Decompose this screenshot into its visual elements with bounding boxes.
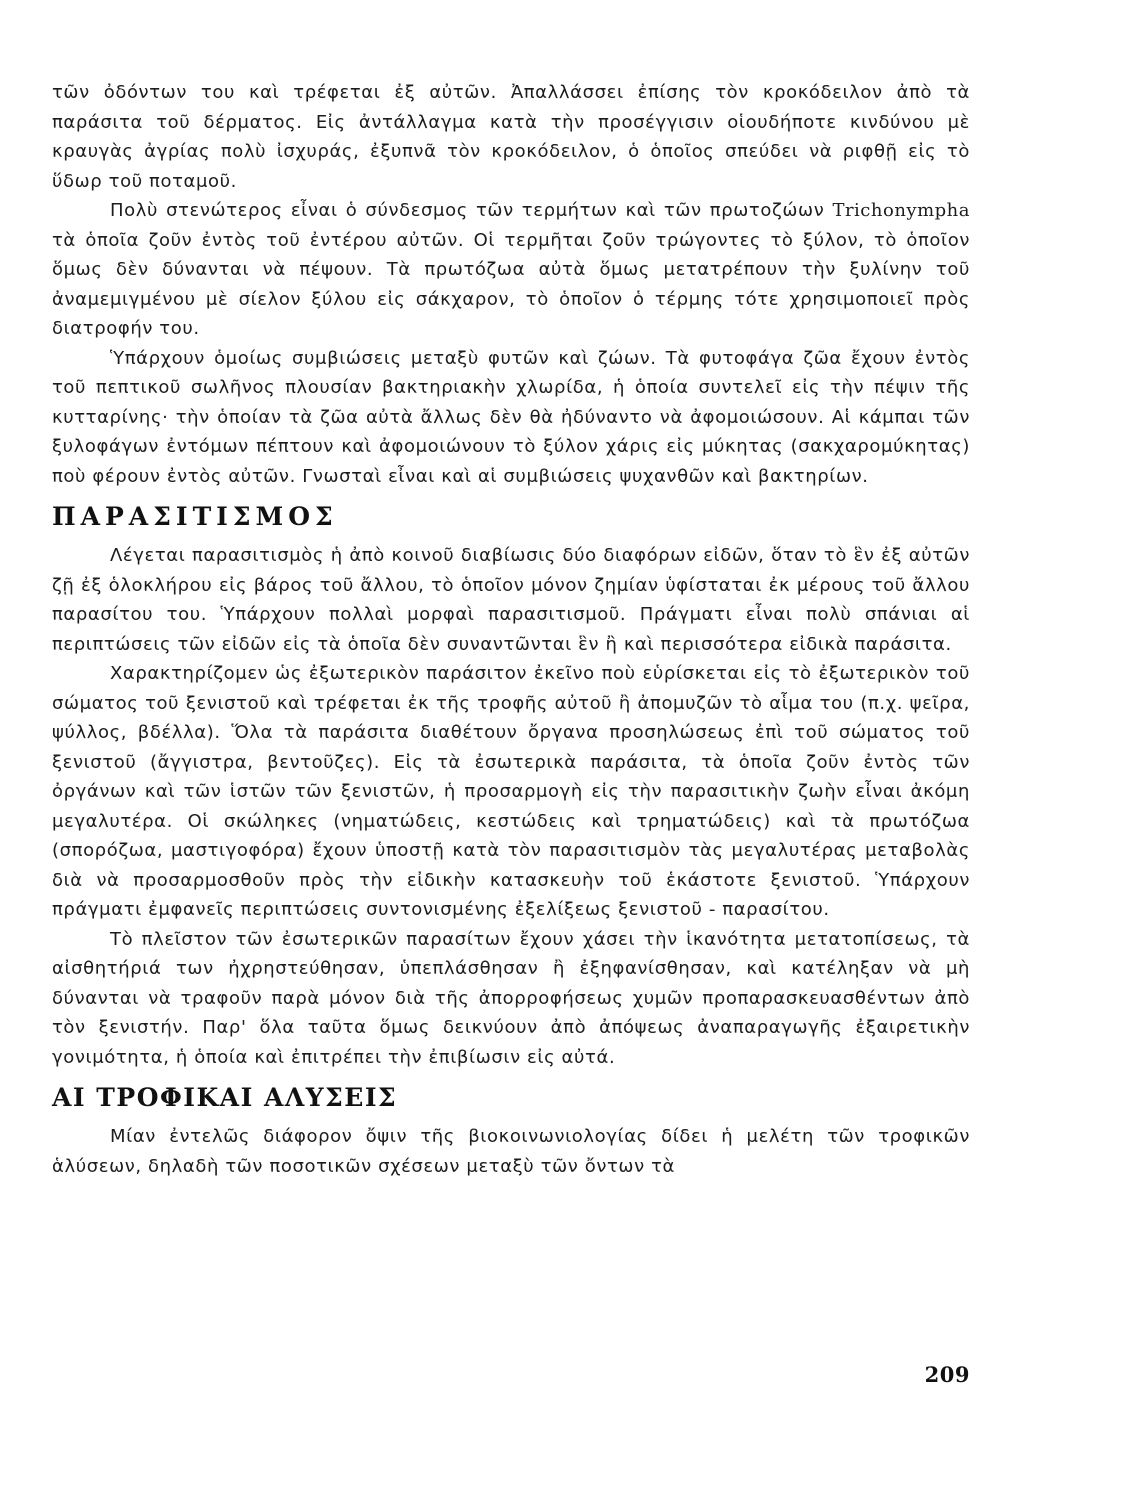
paragraph-plant-animal-symbiosis: Ὑπάρχουν ὁμοίως συμβιώσεις μεταξὺ φυτῶν καὶ ζώων. Τὰ φυτοφάγα ζῶα ἔχουν ἐντὸς τοῦ πεπτικοῦ σωλῆνος πλουσίαν βακτηριακὴν χλωρίδα, ἡ ὁποία συντελεῖ εἰς τὴν πέψιν τῆς κυτταρίνης· τὴν ὁποίαν τὰ ζῶα αὐτὰ ἄλλως δὲν θὰ ἠδύναντο νὰ ἀφομοιώσουν. Αἱ κάμπαι τῶν ξυλοφάγων ἐντόμων πέπτουν καὶ ἀφομοιώνουν τὸ ξύλον χάρις εἰς μύκητας (σακχαρομύκητας) ποὺ φέρουν ἐντὸς αὐτῶν. Γνωσταὶ εἶναι καὶ αἱ συμβιώσεις ψυχανθῶν καὶ βακτηρίων.: [52, 347, 970, 487]
page-number: 209: [924, 1362, 970, 1387]
paragraph-food-chains: Μίαν ἐντελῶς διάφορον ὄψιν τῆς βιοκοινωνιολογίας δίδει ἡ μελέτη τῶν τροφικῶν ἁλύσεων, δηλαδὴ τῶν ποσοτικῶν σχέσεων μεταξὺ τῶν ὄντων τὰ: [52, 1126, 970, 1177]
section-heading-food-chains: ΑΙ ΤΡΟΦΙΚΑΙ ΑΛΥΣΕΙΣ: [52, 1083, 398, 1112]
paragraph-termites: [52, 196, 970, 344]
paragraph-internal-parasites: Τὸ πλεῖστον τῶν ἐσωτερικῶν παρασίτων ἔχουν χάσει τὴν ἱκανότητα μετατοπίσεως, τὰ αἰσθητήριά των ἠχρηστεύθησαν, ὑπεπλάσθησαν ἢ ἐξηφανίσθησαν, καὶ κατέληξαν νὰ μὴ δύνανται νὰ τραφοῦν παρὰ μόνον διὰ τῆς ἀπορροφήσεως χυμῶν προπαρασκευασθέντων ἀπὸ τὸν ξενιστήν. Παρ' ὅλα ταῦτα ὅμως δεικνύουν ἀπὸ ἀπόψεως ἀναπαραγωγῆς ἐξαιρετικὴν γονιμότητα, ἡ ὁποία καὶ ἐπιτρέπει τὴν ἐπιβίωσιν εἰς αὐτά.: [52, 928, 970, 1068]
paragraph-external-parasites: Χαρακτηρίζομεν ὡς ἐξωτερικὸν παράσιτον ἐκεῖνο ποὺ εὑρίσκεται εἰς τὸ ἐξωτερικὸν τοῦ σώματος τοῦ ξενιστοῦ καὶ τρέφεται ἐκ τῆς τροφῆς αὐτοῦ ἢ ἀπομυζῶν τὸ αἷμα του (π.χ. ψεῖρα, ψύλλος, βδέλλα). Ὅλα τὰ παράσιτα διαθέτουν ὄργανα προσηλώσεως ἐπὶ τοῦ σώματος τοῦ ξενιστοῦ (ἄγγιστρα, βεντοῦζες). Εἰς τὰ ἐσωτερικὰ παράσιτα, τὰ ὁποῖα ζοῦν ἐντὸς τῶν ὀργάνων καὶ τῶν ἱστῶν τῶν ξενιστῶν, ἡ προσαρμογὴ εἰς τὴν παρασιτικὴν ζωὴν εἶναι ἀκόμη μεγαλυτέρα. Οἱ σκώληκες (νηματώδεις, κεστώδεις καὶ τρηματώδεις) καὶ τὰ πρωτόζωα (σπορόζωα, μαστιγοφόρα) ἔχουν ὑποστῇ κατὰ τὸν παρασιτισμὸν τὰς μεγαλυτέρας μεταβολὰς διὰ νὰ προσαρμοσθοῦν πρὸς τὴν εἰδικὴν κατασκευὴν τοῦ ἑκάστοτε ξενιστοῦ. Ὑπάρχουν πράγματι ἐμφανεῖς περιπτώσεις συντονισμένης ἐξελίξεως ξενιστοῦ - παρασίτου.: [52, 663, 970, 920]
document-page: [52, 78, 970, 1408]
latin-taxon-name: Trichonympha: [832, 200, 970, 221]
paragraph-termites-text-end: τὰ ὁποῖα ζοῦν ἐντὸς τοῦ ἐντέρου αὐτῶν. Οἱ τερμῆται ζοῦν τρώγοντες τὸ ξύλον, τὸ ὁποῖον ὅμως δὲν δύνανται νὰ πέψουν. Τὰ πρωτόζωα αὐτὰ ὅμως μετατρέπουν τὴν ξυλίνην τοῦ ἀναμεμιγμένου μὲ σίελον ξύλου εἰς σάκχαρον, τὸ ὁποῖον ὁ τέρμης τότε χρησιμοποιεῖ πρὸς διατροφήν του.: [52, 229, 970, 339]
section-heading-parasitism: ΠΑΡΑΣΙΤΙΣΜΟΣ: [52, 502, 338, 531]
paragraph-termites-text-start: Πολὺ στενώτερος εἶναι ὁ σύνδεσμος τῶν τερμήτων καὶ τῶν πρωτοζώων: [110, 200, 825, 221]
paragraph-continued: τῶν ὀδόντων του καὶ τρέφεται ἐξ αὐτῶν. Ἀπαλλάσσει ἐπίσης τὸν κροκόδειλον ἀπὸ τὰ παράσιτα τοῦ δέρματος. Εἰς ἀντάλλαγμα κατὰ τὴν προσέγγισιν οἱουδήποτε κινδύνου μὲ κραυγὰς ἀγρίας πολὺ ἰσχυράς, ἐξυπνᾶ τὸν κροκόδειλον, ὁ ὁποῖος σπεύδει νὰ ριφθῇ εἰς τὸ ὕδωρ τοῦ ποταμοῦ.: [52, 82, 970, 192]
paragraph-parasitism-definition: Λέγεται παρασιτισμὸς ἡ ἀπὸ κοινοῦ διαβίωσις δύο διαφόρων εἰδῶν, ὅταν τὸ ἓν ἐξ αὐτῶν ζῇ ἐξ ὁλοκλήρου εἰς βάρος τοῦ ἄλλου, τὸ ὁποῖον μόνον ζημίαν ὑφίσταται ἐκ μέρους τοῦ ἄλλου παρασίτου του. Ὑπάρχουν πολλαὶ μορφαὶ παρασιτισμοῦ. Πράγματι εἶναι πολὺ σπάνιαι αἱ περιπτώσεις τῶν εἰδῶν εἰς τὰ ὁποῖα δὲν συναντῶνται ἓν ἢ καὶ περισσότερα εἰδικὰ παράσιτα.: [52, 545, 970, 655]
